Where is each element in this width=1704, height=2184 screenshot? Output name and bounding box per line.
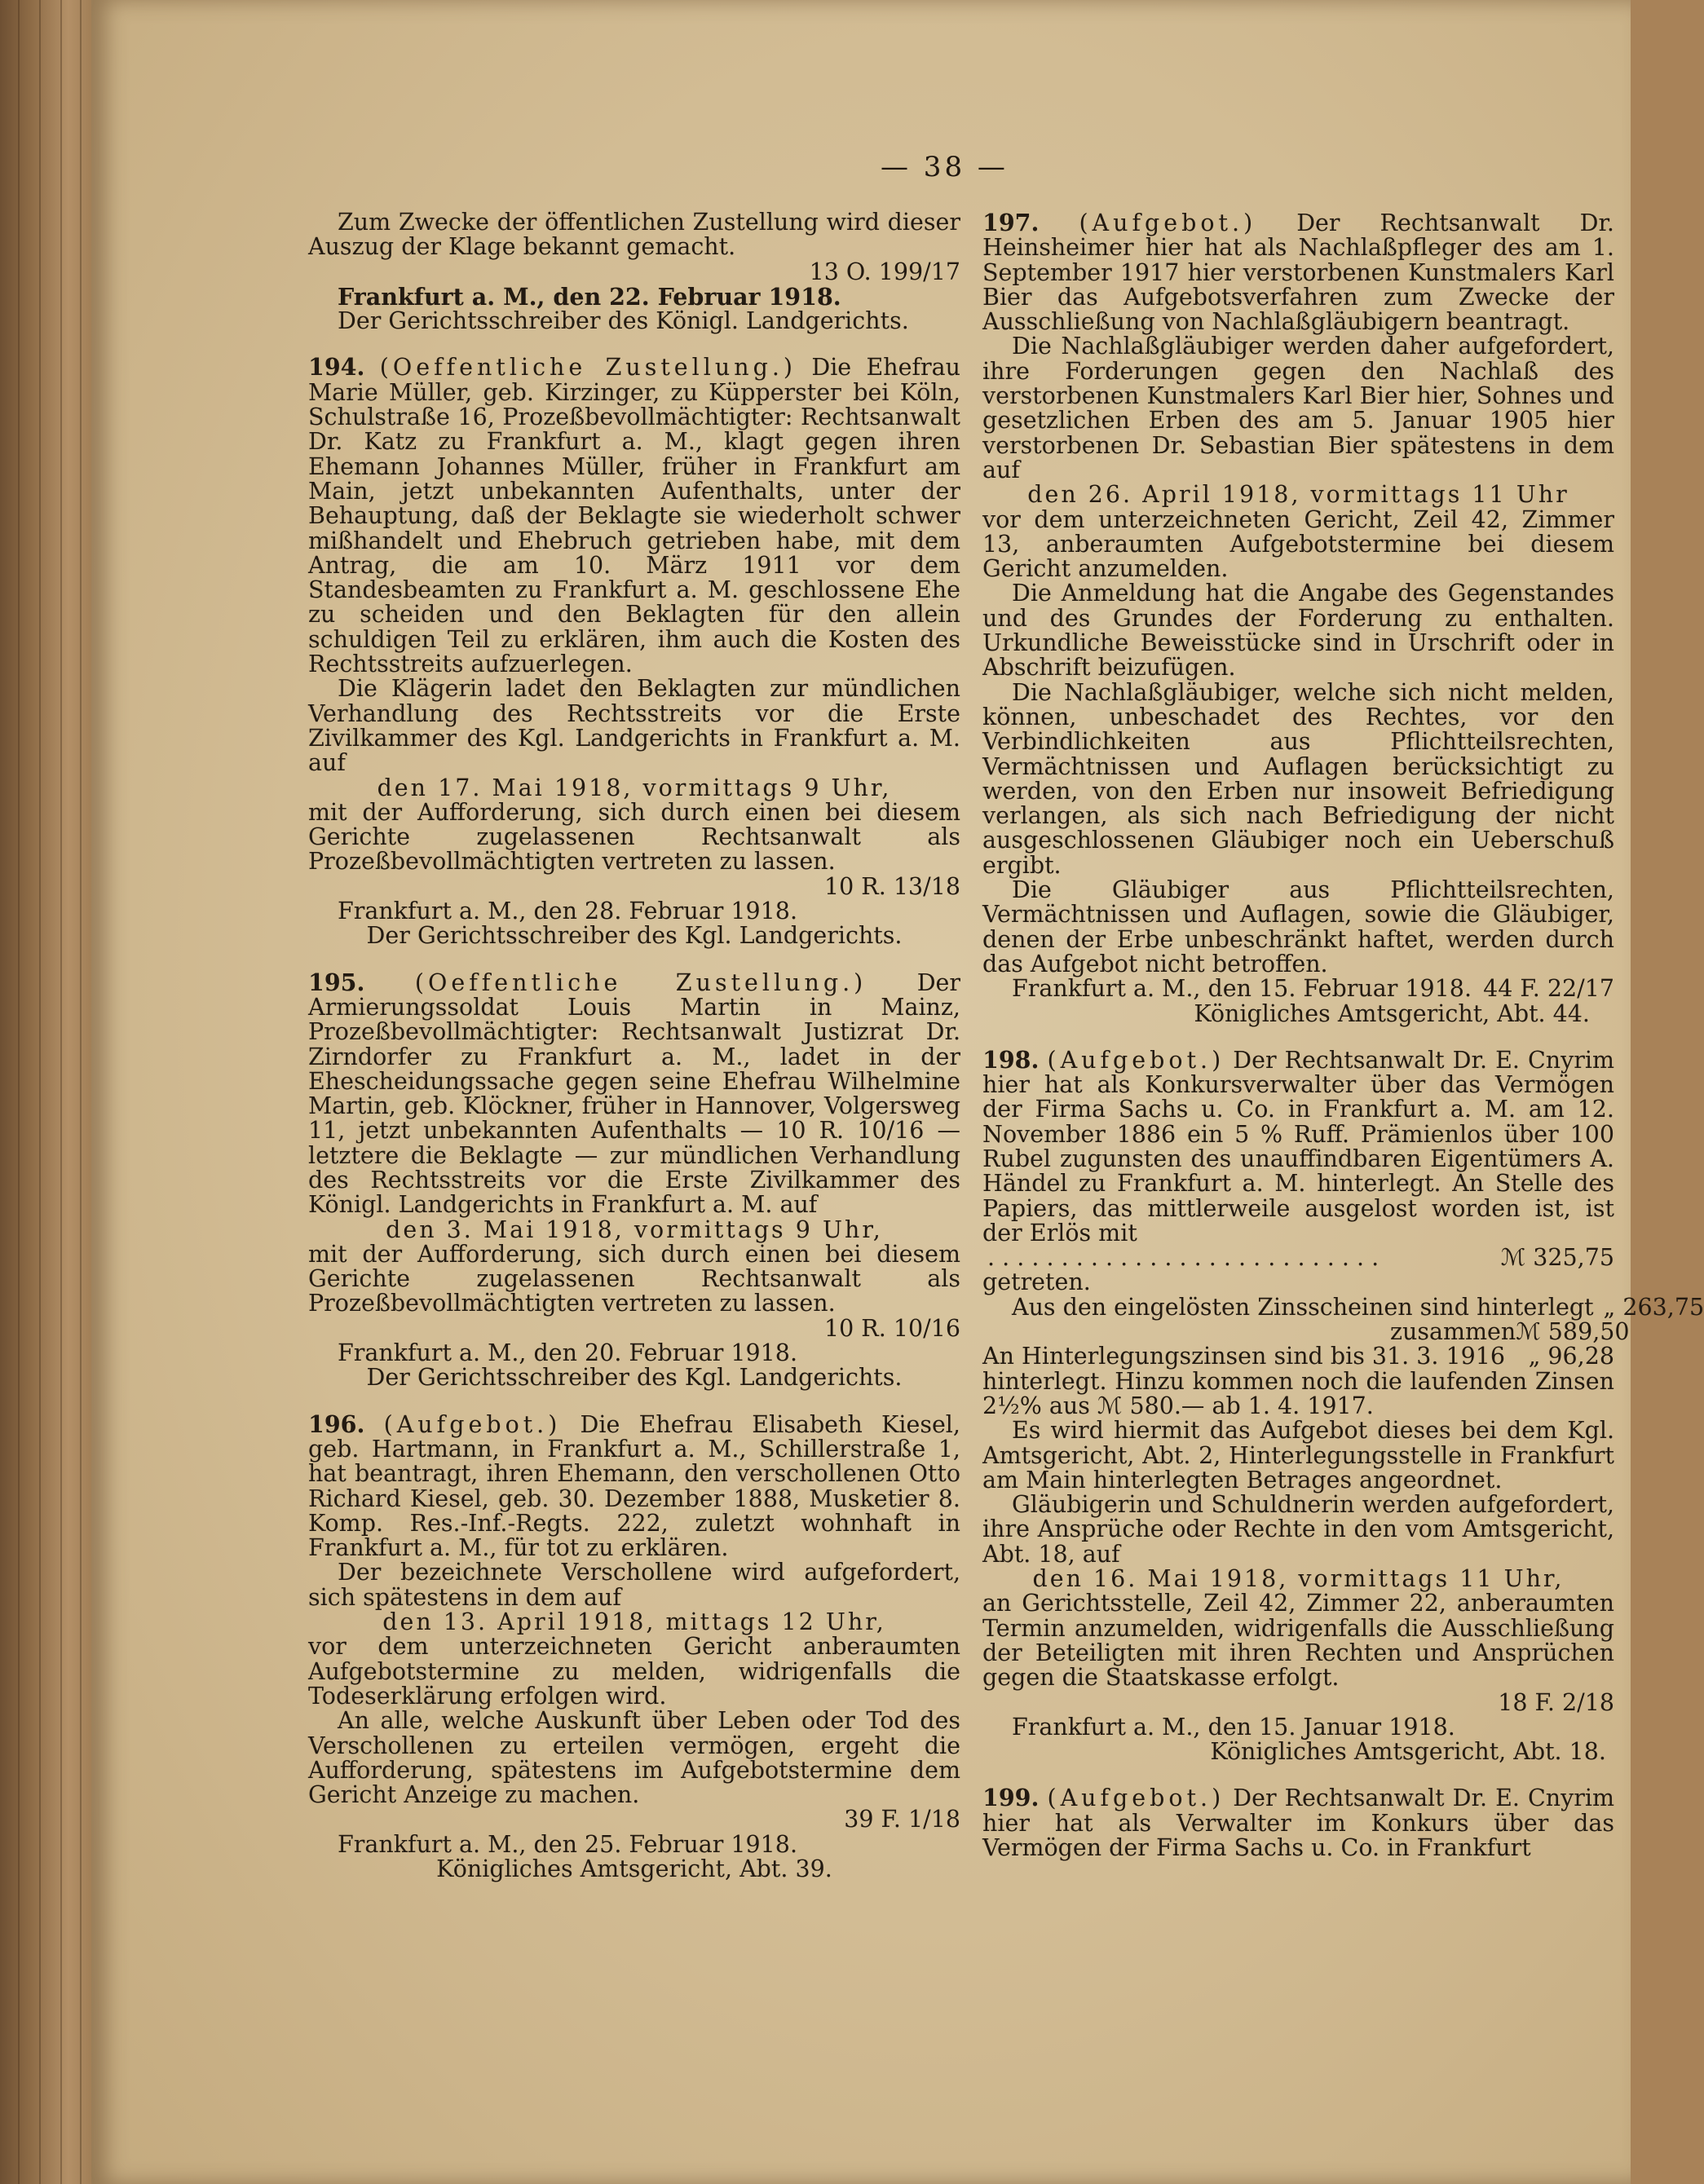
book-edge [0,0,98,2184]
notice-body: Die Nachlaßgläubiger werden daher aufgefordert, ihre Forderungen gegen den Nachlaß des verstorbenen Kunstmalers Karl Bier hier, Sohnes und gesetzlichen Erben des am 5. Januar 1905 hier verstorbenen Dr. Sebastian Bier spätestens in dem auf [982,333,1614,483]
amount-row [982,1293,1704,1321]
notice-body: mit der Aufforderung, sich durch einen bei diesem Gerichte zugelassenen Rechtsanwalt als Prozeßbevollmächtigten vertreten zu lassen. [308,798,960,876]
intro-ref: 13 O. 199/17 [809,258,960,285]
amount-label: An Hinterlegungszinsen sind bis 31. 3. 1916 [982,1343,1506,1370]
amount-value: „ 263,75 [1603,1293,1704,1321]
notice-body: Die Nachlaßgläubiger, welche sich nicht melden, können, unbeschadet des Rechtes, vor den Verbindlichkeiten aus Pflichtteilsrechten, Vermächtnissen und Auflagen berücksichtigt zu werden, von den Erben nur insoweit Befriedigung verlangen, als sich nach Befriedigung der nicht ausgeschlossenen Gläubiger noch ein Ueberschuß ergibt. [982,678,1614,879]
notice-number: 196. [308,1410,365,1438]
notice-body: mit der Aufforderung, sich durch einen bei diesem Gerichte zugelassenen Rechtsanwalt als Prozeßbevollmächtigten vertreten zu lassen. [308,1240,960,1317]
notice-place-date: Frankfurt a. M., den 25. Februar 1918. [338,1830,798,1858]
notice-ref: 39 F. 1/18 [844,1806,960,1833]
notice-body: Die Klägerin ladet den Beklagten zur mündlichen Verhandlung des Rechtsstreits vor die Erste Zivilkammer des Kgl. Landgerichts in Frankfurt a. M. auf [308,675,960,777]
amount-value: „ 96,28 [1528,1343,1614,1370]
notice-body: Der Rechtsanwalt Dr. E. Cnyrim hier hat als Konkursverwalter über das Vermögen der Firma Sachs u. Co. in Frankfurt a. M. am 12. November 1886 ein 5 % Ruff. Prämienlos über 100 Rubel zugunsten des unauffindbaren Eigentümers A. Händel zu Frankfurt a. M. hinterlegt. An Stelle des Papiers, das mittlerweile ausgelost worden ist, ist der Erlös mit [982,1046,1614,1246]
notice-place-date: Frankfurt a. M., den 15. Februar 1918. [1012,975,1472,1003]
notice-body: Die Gläubiger aus Pflichtteilsrechten, Vermächtnissen und Auflagen, sowie die Gläubiger, denen der Erbe unbeschränkt haftet, werden durch das Aufgebot nicht betroffen. [982,876,1614,977]
notice-body: Gläubigerin und Schuldnerin werden aufgefordert, ihre Ansprüche oder Rechte in den vom Amtsgericht, Abt. 18, auf [982,1491,1614,1568]
notice-197 [982,210,1614,1026]
notice-body: Der Rechtsanwalt Dr. E. Cnyrim hier hat als Verwalter im Konkurs über das Vermögen der Firma Sachs u. Co. in Frankfurt [982,1785,1614,1861]
notice-199 [982,1785,1614,1860]
notice-heading: (Oeffentliche Zustellung.) [379,354,797,382]
notice-sign: Königliches Amtsgericht, Abt. 44. [1194,999,1590,1027]
notice-number: 195. [308,968,365,996]
notice-sign: Königliches Amtsgericht, Abt. 18. [1210,1738,1606,1766]
amount-value: ℳ 589,50 [1516,1318,1630,1346]
notice-date: den 13. April 1918, mittags 12 Uhr, [382,1608,886,1636]
notice-body: Die Ehefrau Marie Müller, geb. Kirzinger, zu Küpperstег bei Köln, Schulstraße 16, Prozeßbevollmächtigter: Rechtsanwalt Dr. Katz zu Frankfurt a. M., klagt gegen ihren Ehemann Johannes Müller, früher in Frankfurt am Main, jetzt unbekannten Aufenthalts, unter der Behauptung, daß der Beklagte sie wiederholt schwer mißhandelt und Ehebruch getrieben habe, mit dem Antrag, die am 10. März 1911 vor dem Standesbeamten zu Frankfurt a. M. geschlossene Ehe zu scheiden und den Beklagten für den allein schuldigen Teil zu erklären, ihm auch die Kosten des Rechtsstreits aufzuerlegen. [308,354,961,678]
notice-ref: 18 F. 2/18 [1498,1688,1614,1716]
amount-value: ℳ 325,75 [1500,1244,1614,1272]
notice-body: vor dem unterzeichneten Gericht, Zeil 42, Zimmer 13, anberaumten Aufgebotstermine bei diesem Gericht anzumelden. [982,505,1614,583]
amount-row [982,1318,1630,1346]
notice-date: den 16. Mai 1918, vormittags 11 Uhr, [1032,1565,1565,1593]
notice-sign: Königliches Amtsgericht, Abt. 39. [436,1855,832,1882]
page-number: — 38 — [881,151,1009,183]
notice-number: 197. [982,209,1040,236]
notice-ref: 10 R. 10/16 [823,1314,960,1342]
right-column [982,209,1704,1870]
notice-body: Die Anmeldung hat die Angabe des Gegenstandes und des Grundes der Forderung zu enthalten. Urkundliche Beweisstücke sind in Urschrift oder in Abschrift beizufügen. [982,580,1614,682]
notice-heading: (Aufgebot.) [1047,1046,1225,1074]
notice-body: vor dem unterzeichneten Gericht anberaumten Aufgebotstermine zu melden, widrigenfalls die Todeserklärung erfolgen wird. [308,1633,960,1710]
amount-label: zusammen [1390,1318,1516,1346]
notice-date: den 26. April 1918, vormittags 11 Uhr [1027,481,1569,509]
notice-194 [308,355,960,948]
notice-number: 194. [308,353,365,382]
notice-sign: Der Gerichtsschreiber des Kgl. Landgerichts. [366,922,903,950]
intro-sign: Der Gerichtsschreiber des Königl. Landgerichts. [338,307,909,335]
left-column [308,210,960,1891]
amount-row [982,1344,1614,1369]
notice-body: an Gerichtsstelle, Zeil 42, Zimmer 22, anberaumten Termin anzumelden, widrigenfalls die Ausschließung der Beteiligten mit ihren Rechten und Ansprüchen gegen die Staatskasse erfolgt. [982,1590,1614,1692]
notice-196 [308,1412,960,1882]
notice-date: den 17. Mai 1918, vormittags 9 Uhr, [377,774,892,801]
notice-heading: (Aufgebot.) [1079,210,1257,236]
notice-place-date: Frankfurt a. M., den 28. Februar 1918. [338,898,798,925]
notice-body: Die Ehefrau Elisabeth Kiesel, geb. Hartmann, in Frankfurt a. M., Schillerstraße 1, hat beantragt, ihren Ehemann, den verschollenen Otto Richard Kiesel, geb. 30. Dezember 1888, Musketier 8. Komp. Res.-Inf.-Regts. 222, zuletzt wohnhaft in Frankfurt a. M., für tot zu erklären. [308,1410,960,1562]
intro-text: Zum Zwecke der öffentlichen Zustellung wird dieser Auszug der Klage bekannt gemacht. [308,209,960,261]
amount-row: . . . . . . . . . . . . . . . . . . . . . . . . . . . ℳ 325,75 [987,1244,1614,1272]
notice-body: An alle, welche Auskunft über Leben oder Tod des Verschollenen zu erteilen vermögen, ergeht die Aufforderung, spätestens im Aufgebotstermine dem Gericht Anzeige zu machen. [308,1707,960,1809]
notice-number: 199. [982,1784,1040,1812]
notice-198 [982,1045,1704,1766]
notice-place-date: Frankfurt a. M., den 20. Februar 1918. [338,1339,798,1367]
notice-sign: Der Gerichtsschreiber des Kgl. Landgerichts. [366,1364,903,1392]
notice-body: Der Armierungssoldat Louis Martin in Mainz, Prozeßbevollmächtigter: Rechtsanwalt Justizrat Dr. Zirndorfer zu Frankfurt a. M., ladet in der Ehescheidungssache gegen seine Ehefrau Wilhelmine Martin, geb. Klöckner, früher in Hannover, Volgersweg 11, jetzt unbekannten Aufenthalts — 10 R. 10/16 — letztere die Beklagte — zur mündlichen Verhandlung des Rechtsstreits vor die Erste Zivilkammer des Königl. Landgerichts in Frankfurt a. M. auf [308,968,961,1219]
amount-label: Aus den eingelösten Zinsscheinen sind hinterlegt [1012,1293,1594,1321]
notice-195 [308,970,960,1391]
notice-number: 198. [982,1045,1040,1074]
notice-heading: (Aufgebot.) [383,1410,562,1438]
notice-place-date: Frankfurt a. M., den 15. Januar 1918. [1012,1713,1455,1741]
notice-ref: 10 R. 13/18 [823,872,960,900]
notice-heading: (Oeffentliche Zustellung.) [414,968,867,996]
notice-body: Es wird hiermit das Aufgebot dieses bei dem Kgl. Amtsgericht, Abt. 2, Hinterlegungsstelle in Frankfurt am Main hinterlegten Betrages angeordnet. [982,1417,1614,1494]
notice-body: hinterlegt. Hinzu kommen noch die laufenden Zinsen 2½% aus ℳ 580.— ab 1. 4. 1917. [982,1367,1614,1419]
notice-ref: 44 F. 22/17 [1483,975,1614,1003]
notice-intro [308,210,960,333]
notice-body: getreten. [982,1268,1091,1296]
notice-heading: (Aufgebot.) [1047,1785,1225,1812]
notice-body: Der bezeichnete Verschollene wird aufgefordert, sich spätestens in dem auf [308,1559,960,1611]
notice-body: Der Rechtsanwalt Dr. Heinsheimer hier hat als Nachlaßpfleger des am 1. September 1917 hier verstorbenen Kunstmalers Karl Bier das Aufgebotsverfahren zum Zwecke der Ausschließung von Nachlaßgläubigern beantragt. [982,210,1614,336]
notice-date: den 3. Mai 1918, vormittags 9 Uhr, [386,1216,883,1243]
intro-place-date: Frankfurt a. M., den 22. Februar 1918. [338,282,841,311]
